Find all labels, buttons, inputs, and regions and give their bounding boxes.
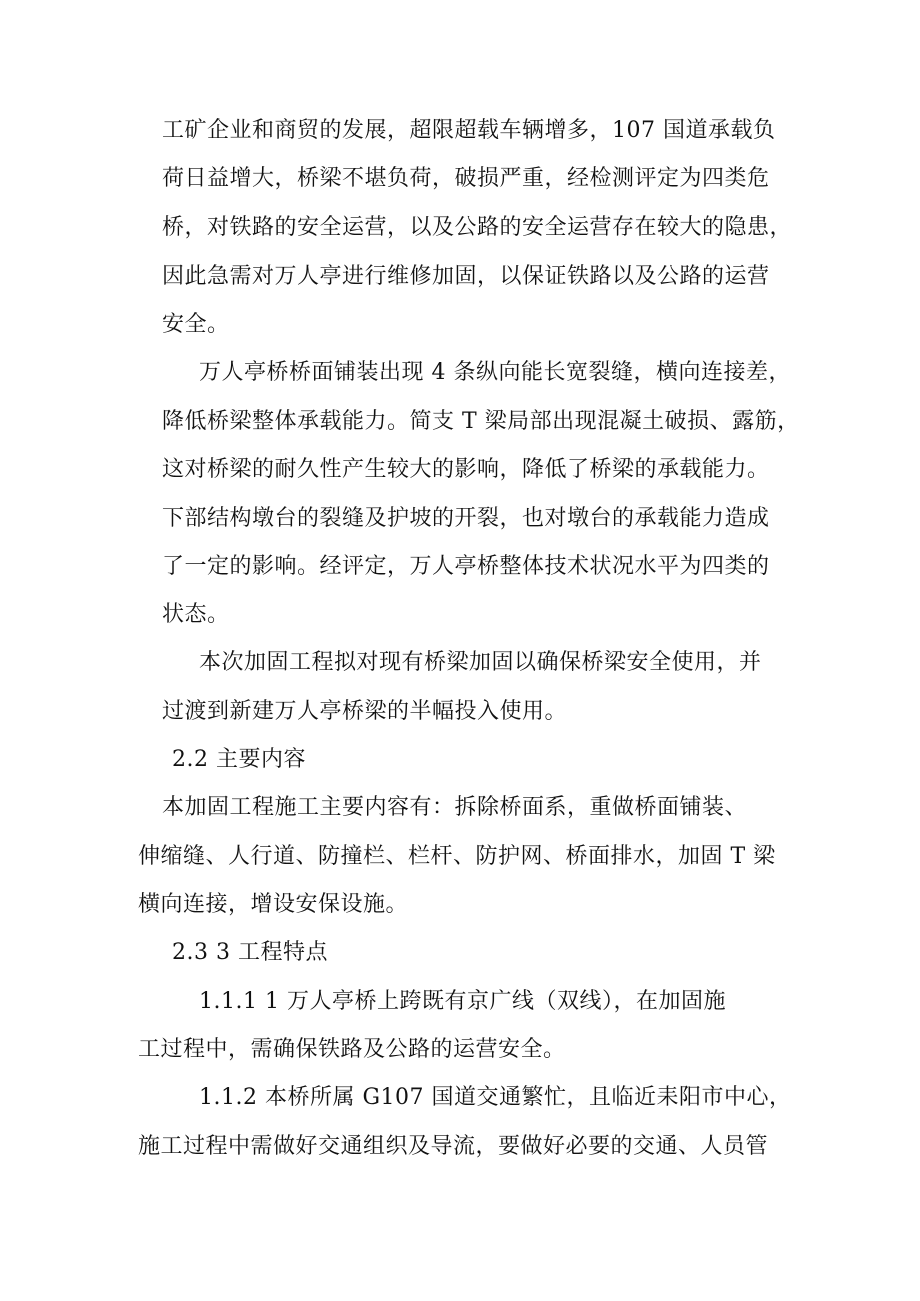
section-heading-2-2: 2.2 主要内容 xyxy=(172,747,306,772)
paragraph-2-line-2: 降低桥梁整体承载能力。简支 T 梁局部出现混凝土破损、露筋， xyxy=(162,409,800,434)
paragraph-1-line-2: 荷日益增大，桥梁不堪负荷，破损严重，经检测评定为四类危 xyxy=(162,166,770,191)
paragraph-2-line-5: 了一定的影响。经评定，万人亭桥整体技术状况水平为四类的 xyxy=(162,554,770,579)
item-1-1-1-line-2: 工过程中，需确保铁路及公路的运营安全。 xyxy=(138,1037,566,1062)
item-1-1-2-line-2: 施工过程中需做好交通组织及导流，要做好必要的交通、人员管 xyxy=(138,1134,769,1159)
paragraph-1-line-5: 安全。 xyxy=(162,312,230,337)
item-1-1-1-line-1: 1.1.1 1 万人亭桥上跨既有京广线（双线），在加固施 xyxy=(199,989,726,1014)
paragraph-1-line-4: 因此急需对万人亭进行维修加固，以保证铁路以及公路的运营 xyxy=(162,264,770,289)
item-1-1-2-line-1: 1.1.2 本桥所属 G107 国道交通繁忙，且临近耒阳市中心， xyxy=(199,1085,792,1110)
paragraph-4-line-2: 伸缩缝、人行道、防撞栏、栏杆、防护网、桥面排水，加固 T 梁 xyxy=(138,844,776,869)
paragraph-2-line-4: 下部结构墩台的裂缝及护坡的开裂，也对墩台的承载能力造成 xyxy=(162,506,770,531)
paragraph-2-line-6: 状态。 xyxy=(162,602,230,627)
paragraph-4-line-1: 本加固工程施工主要内容有：拆除桥面系，重做桥面铺装、 xyxy=(162,795,748,820)
paragraph-2-line-1: 万人亭桥桥面铺装出现 4 条纵向能长宽裂缝，横向连接差， xyxy=(199,360,791,385)
paragraph-3-line-1: 本次加固工程拟对现有桥梁加固以确保桥梁安全使用，并 xyxy=(199,650,762,675)
paragraph-3-line-2: 过渡到新建万人亭桥梁的半幅投入使用。 xyxy=(162,699,568,724)
paragraph-1-line-1: 工矿企业和商贸的发展，超限超载车辆增多，107 国道承载负 xyxy=(162,118,776,143)
section-heading-2-3: 2.3 3 工程特点 xyxy=(172,940,328,965)
paragraph-1-line-3: 桥，对铁路的安全运营，以及公路的安全运营存在较大的隐患， xyxy=(162,215,793,240)
paragraph-4-line-3: 横向连接，增设安保设施。 xyxy=(138,892,409,917)
paragraph-2-line-3: 这对桥梁的耐久性产生较大的影响，降低了桥梁的承载能力。 xyxy=(162,457,770,482)
